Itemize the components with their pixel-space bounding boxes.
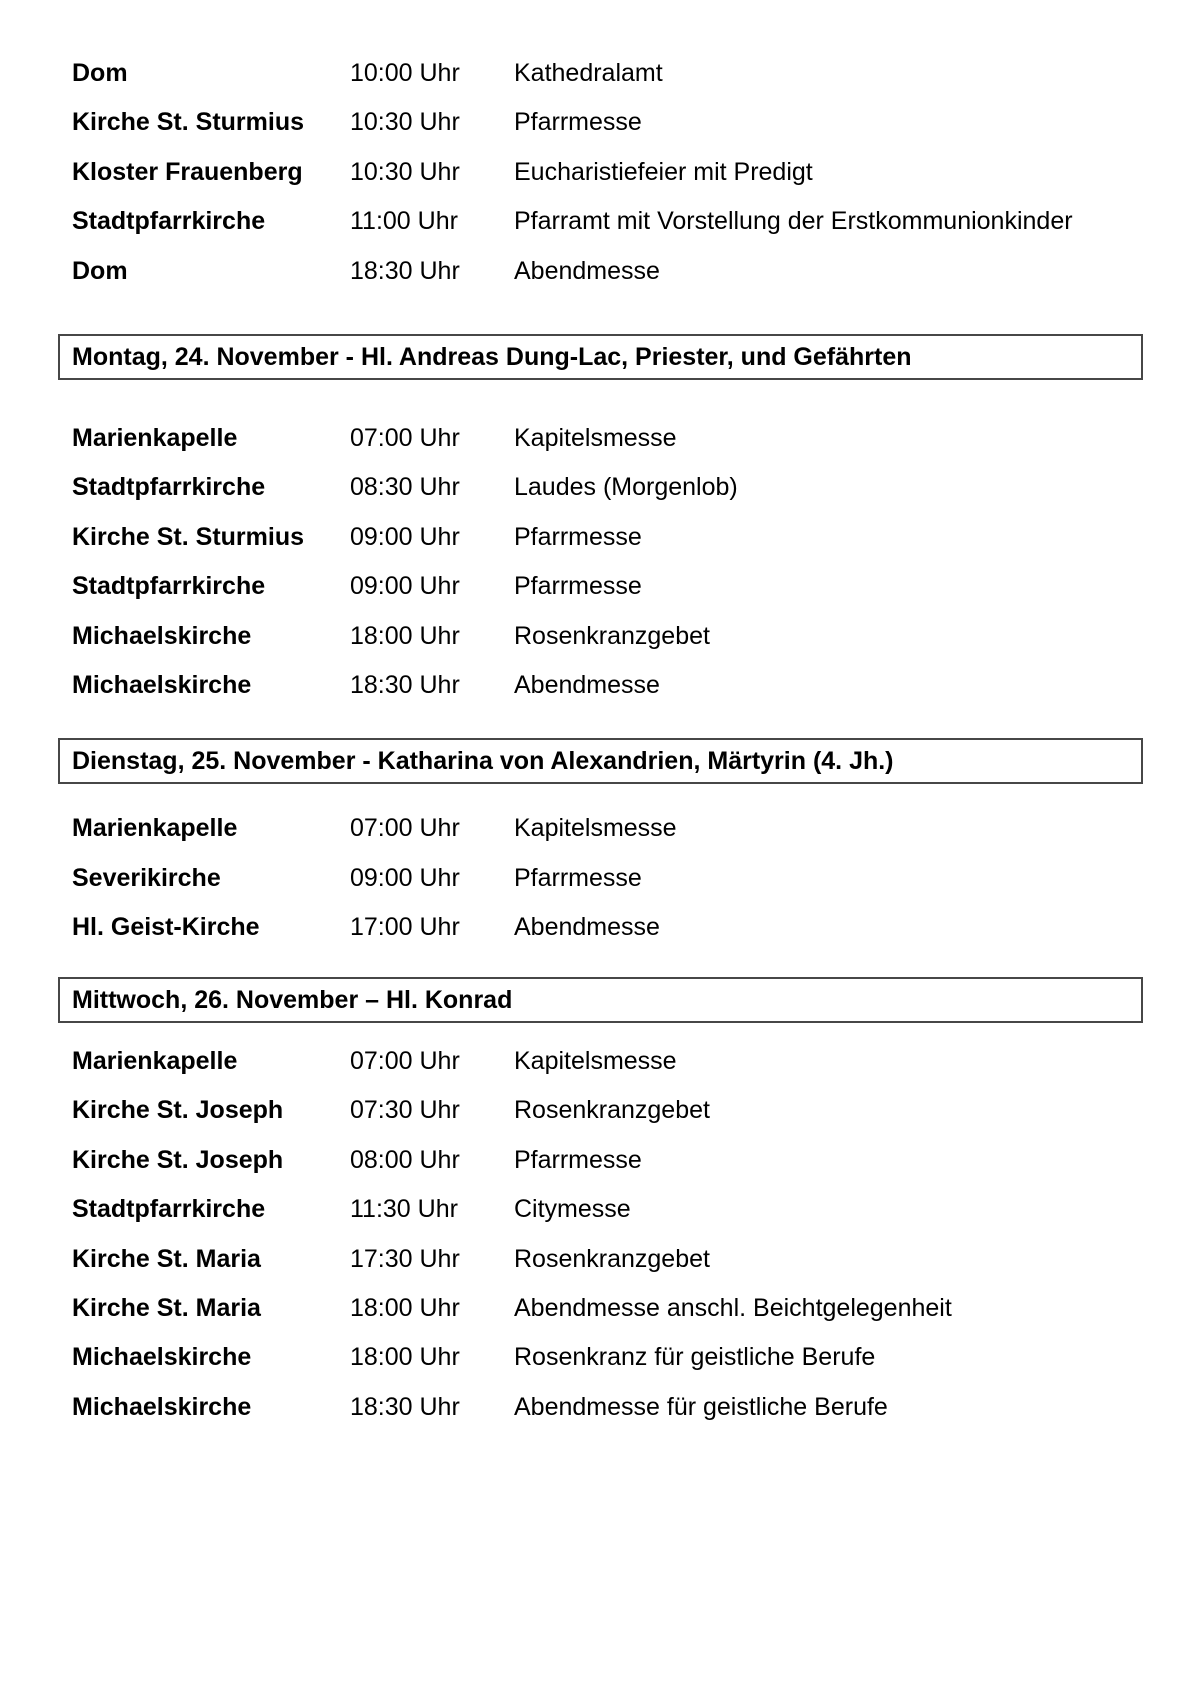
location-cell: Michaelskirche [72, 622, 252, 650]
day-header-label: Mittwoch, 26. November – Hl. Konrad [72, 985, 513, 1014]
location-cell: Kloster Frauenberg [72, 158, 303, 186]
service-cell: Rosenkranzgebet [514, 622, 710, 650]
location-cell: Marienkapelle [72, 814, 238, 842]
service-cell: Kapitelsmesse [514, 1047, 677, 1075]
service-cell: Abendmesse [514, 257, 660, 285]
service-cell: Kapitelsmesse [514, 814, 677, 842]
service-cell: Rosenkranzgebet [514, 1096, 710, 1124]
service-cell: Rosenkranz für geistliche Berufe [514, 1343, 876, 1371]
schedule-row [0, 1245, 1200, 1273]
time-cell: 10:30 Uhr [350, 158, 460, 186]
service-cell: Eucharistiefeier mit Predigt [514, 158, 813, 186]
time-cell: 18:00 Uhr [350, 1294, 460, 1322]
location-cell: Kirche St. Joseph [72, 1096, 284, 1124]
location-cell: Kirche St. Joseph [72, 1146, 284, 1174]
location-cell: Dom [72, 59, 128, 87]
location-cell: Marienkapelle [72, 424, 238, 452]
location-cell: Stadtpfarrkirche [72, 572, 266, 600]
schedule-row [0, 671, 1200, 699]
service-cell: Pfarrmesse [514, 1146, 642, 1174]
service-cell: Pfarramt mit Vorstellung der Erstkommunionkinder [514, 207, 1073, 235]
location-cell: Michaelskirche [72, 1343, 252, 1371]
time-cell: 09:00 Uhr [350, 523, 460, 551]
schedule-row [0, 864, 1200, 892]
schedule-row [0, 158, 1200, 186]
schedule-row [0, 913, 1200, 941]
schedule-row [0, 1294, 1200, 1322]
location-cell: Kirche St. Sturmius [72, 523, 304, 551]
time-cell: 18:00 Uhr [350, 1343, 460, 1371]
schedule-row [0, 1195, 1200, 1223]
time-cell: 09:00 Uhr [350, 864, 460, 892]
schedule-row [0, 572, 1200, 600]
service-cell: Pfarrmesse [514, 108, 642, 136]
service-cell: Pfarrmesse [514, 572, 642, 600]
location-cell: Michaelskirche [72, 671, 252, 699]
time-cell: 11:00 Uhr [350, 207, 458, 235]
service-cell: Pfarrmesse [514, 523, 642, 551]
day-header-tuesday [58, 738, 1143, 784]
time-cell: 07:00 Uhr [350, 1047, 460, 1075]
location-cell: Dom [72, 257, 128, 285]
schedule-row [0, 1343, 1200, 1371]
location-cell: Michaelskirche [72, 1393, 252, 1421]
time-cell: 07:30 Uhr [350, 1096, 460, 1124]
service-cell: Pfarrmesse [514, 864, 642, 892]
location-cell: Stadtpfarrkirche [72, 473, 266, 501]
time-cell: 17:30 Uhr [350, 1245, 460, 1273]
location-cell: Kirche St. Maria [72, 1245, 261, 1273]
service-cell: Laudes (Morgenlob) [514, 473, 738, 501]
service-cell: Abendmesse [514, 671, 660, 699]
service-cell: Kapitelsmesse [514, 424, 677, 452]
schedule-row [0, 1096, 1200, 1124]
location-cell: Stadtpfarrkirche [72, 207, 266, 235]
schedule-row [0, 207, 1200, 235]
time-cell: 18:30 Uhr [350, 1393, 460, 1421]
location-cell: Hl. Geist-Kirche [72, 913, 260, 941]
time-cell: 08:30 Uhr [350, 473, 460, 501]
schedule-row [0, 473, 1200, 501]
service-cell: Citymesse [514, 1195, 631, 1223]
day-header-label: Montag, 24. November - Hl. Andreas Dung-Lac, Priester, und Gefährten [72, 342, 912, 371]
location-cell: Stadtpfarrkirche [72, 1195, 266, 1223]
schedule-row [0, 622, 1200, 650]
service-cell: Rosenkranzgebet [514, 1245, 710, 1273]
location-cell: Severikirche [72, 864, 221, 892]
time-cell: 18:00 Uhr [350, 622, 460, 650]
schedule-row [0, 108, 1200, 136]
day-header-monday [58, 334, 1143, 380]
location-cell: Marienkapelle [72, 1047, 238, 1075]
day-header-label: Dienstag, 25. November - Katharina von Alexandrien, Märtyrin (4. Jh.) [72, 746, 894, 775]
time-cell: 07:00 Uhr [350, 814, 460, 842]
schedule-row [0, 1146, 1200, 1174]
schedule-row [0, 523, 1200, 551]
schedule-row [0, 257, 1200, 285]
time-cell: 11:30 Uhr [350, 1195, 458, 1223]
time-cell: 18:30 Uhr [350, 671, 460, 699]
service-cell: Abendmesse [514, 913, 660, 941]
time-cell: 08:00 Uhr [350, 1146, 460, 1174]
time-cell: 17:00 Uhr [350, 913, 460, 941]
time-cell: 10:30 Uhr [350, 108, 460, 136]
time-cell: 10:00 Uhr [350, 59, 460, 87]
location-cell: Kirche St. Sturmius [72, 108, 304, 136]
schedule-row [0, 1393, 1200, 1421]
time-cell: 07:00 Uhr [350, 424, 460, 452]
service-cell: Abendmesse für geistliche Berufe [514, 1393, 888, 1421]
day-header-wednesday [58, 977, 1143, 1023]
service-cell: Abendmesse anschl. Beichtgelegenheit [514, 1294, 952, 1322]
schedule-row [0, 1047, 1200, 1075]
time-cell: 18:30 Uhr [350, 257, 460, 285]
schedule-row [0, 424, 1200, 452]
schedule-row [0, 814, 1200, 842]
time-cell: 09:00 Uhr [350, 572, 460, 600]
schedule-row [0, 59, 1200, 87]
service-cell: Kathedralamt [514, 59, 663, 87]
location-cell: Kirche St. Maria [72, 1294, 261, 1322]
